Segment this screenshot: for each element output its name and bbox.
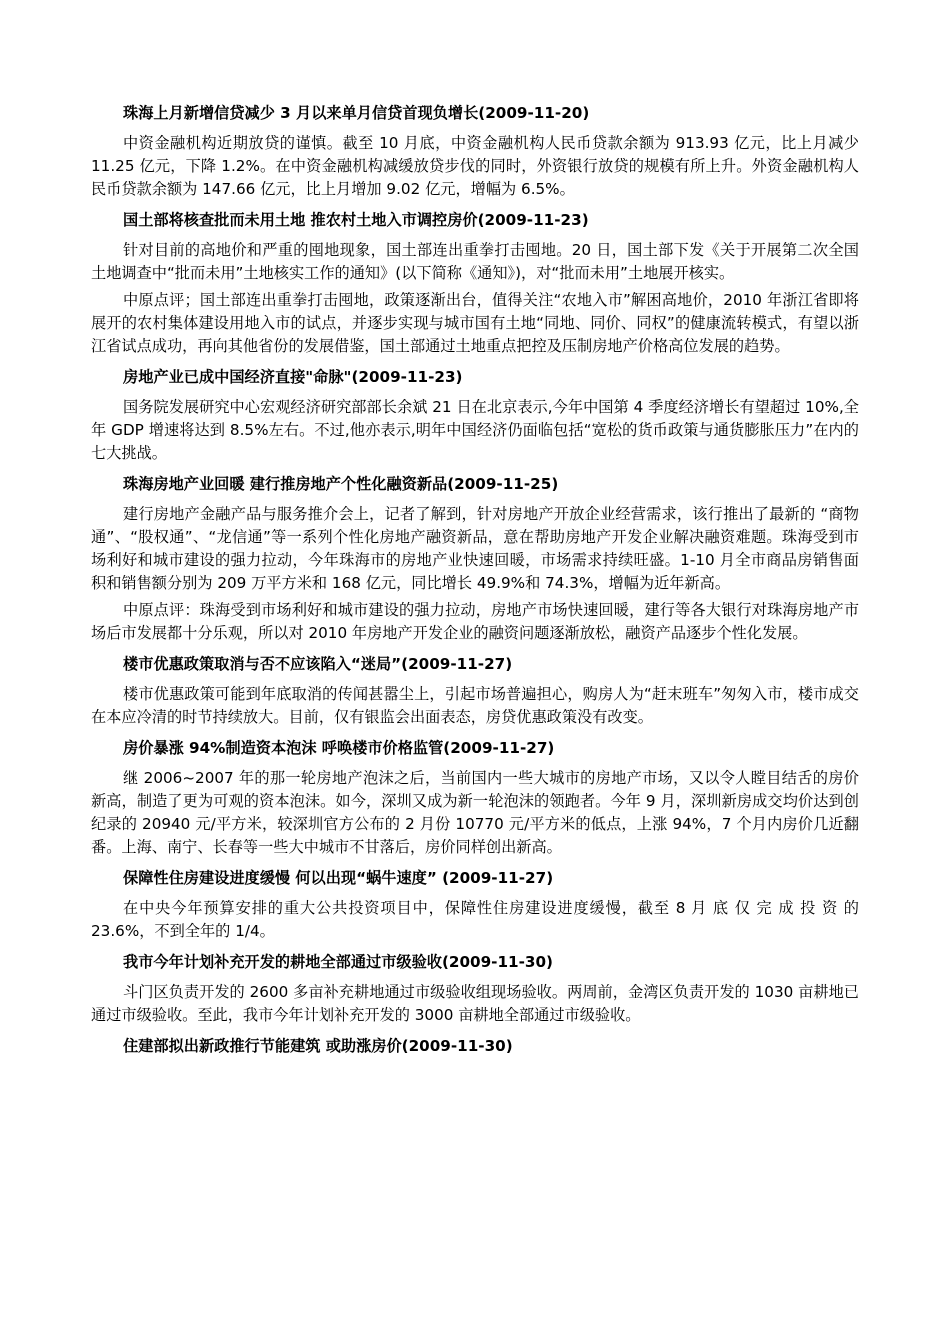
article-heading: 房地产业已成中国经济直接"命脉"(2009-11-23) [123, 368, 463, 386]
article-heading: 国土部将核查批而未用土地 推农村土地入市调控房价(2009-11-23) [123, 211, 589, 229]
article-heading: 楼市优惠政策取消与否不应该陷入“迷局”(2009-11-27) [123, 655, 513, 673]
article-commentary: 中原点评；国土部连出重拳打击囤地，政策逐渐出台，值得关注“农地入市”解困高地价，2010 年浙江省即将展开的农村集体建设用地入市的试点，并逐步实现与城市国有土地“同地、同价、同权”的健康流转模式，有望以浙江省试点成功，再向其他省份的发展借鉴，国土部通过土地重点把控及压制房地产价格高位发展的趋势。 [91, 291, 859, 355]
article-paragraph: 中资金融机构近期放贷的谨慎。截至 10 月底，中资金融机构人民币贷款余额为 913.93 亿元，比上月减少 11.25 亿元，下降 1.2%。在中资金融机构减缓放贷步伐的同时，外资银行放贷的规模有所上升。外资金融机构人民币贷款余额为 147.66 亿元，比上月增加 9.02 亿元，增幅为 6.5%。 [91, 134, 859, 198]
article-2 [91, 205, 859, 358]
article-heading: 我市今年计划补充开发的耕地全部通过市级验收(2009-11-30) [123, 953, 553, 971]
article-paragraph: 继 2006~2007 年的那一轮房地产泡沫之后，当前国内一些大城市的房地产市场，又以令人瞠目结舌的房价新高，制造了更为可观的资本泡沫。如今，深圳又成为新一轮泡沫的领跑者。今年 9 月，深圳新房成交均价达到创纪录的 20940 元/平方米，较深圳官方公布的 2 月份 10770 元/平方米的低点，上涨 94%，7 个月内房价几近翻番。上海、南宁、长春等一些大中城市不甘落后，房价同样创出新高。 [91, 769, 859, 856]
article-1 [91, 98, 859, 201]
article-paragraph: 斗门区负责开发的 2600 多亩补充耕地通过市级验收组现场验收。两周前，金湾区负责开发的 1030 亩耕地已通过市级验收。至此，我市今年计划补充开发的 3000 亩耕地全部通过市级验收。 [91, 983, 859, 1024]
article-5 [91, 649, 859, 729]
article-6 [91, 733, 859, 859]
article-8 [91, 947, 859, 1027]
article-heading: 保障性住房建设进度缓慢 何以出现“蜗牛速度” (2009-11-27) [123, 869, 554, 887]
article-heading: 珠海上月新增信贷减少 3 月以来单月信贷首现负增长(2009-11-20) [123, 104, 590, 122]
article-3 [91, 362, 859, 465]
article-4 [91, 469, 859, 645]
article-commentary: 中原点评：珠海受到市场利好和城市建设的强力拉动，房地产市场快速回暖，建行等各大银行对珠海房地产市场后市发展都十分乐观，所以对 2010 年房地产开发企业的融资问题逐渐放松，融资产品逐步个性化发展。 [91, 601, 859, 642]
article-7 [91, 863, 859, 943]
article-paragraph: 在中央今年预算安排的重大公共投资项目中，保障性住房建设进度缓慢，截至 8 月 底 仅 完 成 投 资 的 23.6%，不到全年的 1/4。 [91, 899, 859, 940]
article-paragraph: 建行房地产金融产品与服务推介会上，记者了解到，针对房地产开放企业经营需求，该行推出了最新的 “商物通”、“股权通”、“龙信通”等一系列个性化房地产融资新品，意在帮助房地产开发企业解决融资难题。珠海受到市场利好和城市建设的强力拉动，今年珠海市的房地产业快速回暖，市场需求持续旺盛。1-10 月全市商品房销售面积和销售额分别为 209 万平方米和 168 亿元，同比增长 49.9%和 74.3%，增幅为近年新高。 [91, 505, 859, 592]
article-heading: 珠海房地产业回暖 建行推房地产个性化融资新品(2009-11-25) [123, 475, 559, 493]
article-paragraph: 楼市优惠政策可能到年底取消的传闻甚嚣尘上，引起市场普遍担心，购房人为“赶末班车”匆匆入市，楼市成交在本应冷清的时节持续放大。目前，仅有银监会出面表态，房贷优惠政策没有改变。 [91, 685, 859, 726]
document-page [91, 98, 859, 1061]
article-paragraph: 国务院发展研究中心宏观经济研究部部长余斌 21 日在北京表示,今年中国第 4 季度经济增长有望超过 10%,全年 GDP 增速将达到 8.5%左右。不过,他亦表示,明年中国经济仍面临包括“宽松的货币政策与通货膨胀压力”在内的七大挑战。 [91, 398, 859, 462]
article-heading: 住建部拟出新政推行节能建筑 或助涨房价(2009-11-30) [123, 1037, 513, 1055]
article-paragraph: 针对目前的高地价和严重的囤地现象，国土部连出重拳打击囤地。20 日，国土部下发《关于开展第二次全国土地调查中“批而未用”土地核实工作的通知》(以下简称《通知》)，对“批而未用”土地展开核实。 [91, 241, 859, 282]
article-9 [91, 1031, 859, 1061]
article-heading: 房价暴涨 94%制造资本泡沫 呼唤楼市价格监管(2009-11-27) [123, 739, 555, 757]
